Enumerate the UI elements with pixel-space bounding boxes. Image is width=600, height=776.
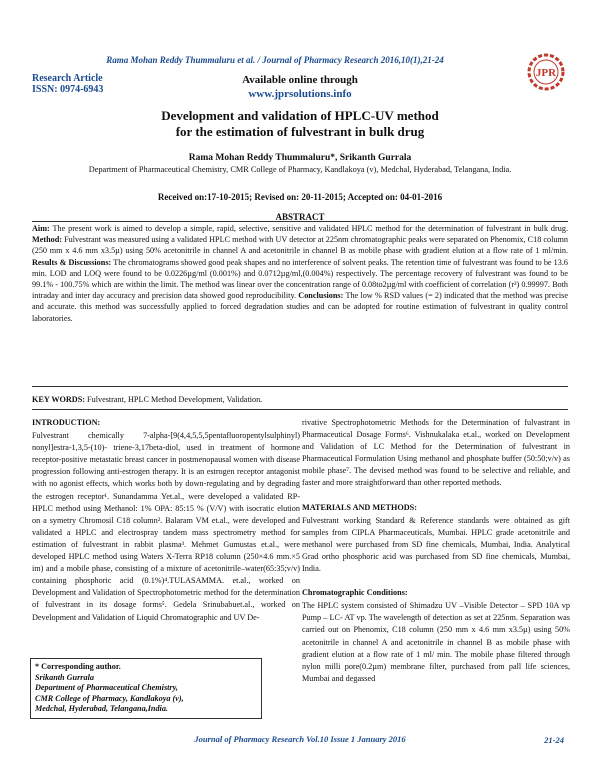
corresponding-author-box — [30, 658, 262, 719]
results-text: The chromatograms showed good peak shapes and no interference of solvent peaks. The retention time of fulvestrant was found to be 13.6 min. LOD and LOQ were found to be 0.0226µg/ml (0.001%) and 0.0712µg/ml,(0.004%) respectively. The percentage recovery of fulvestrant was found to be 99.1% - 100.75% which are within the limit. The method was linear over the concentration range of 0.08to2µg/ml with coefficient of correlation (r²) 0.99997. Both intraday and inter day accuracy and precision data showed good reproducibility. — [32, 257, 568, 301]
introduction-continued: rivative Spectrophotometric Methods for the Determination of fulvastrant in Pharmaceutical Dosage Forms⁶. Vishnukalaka et.al., worked on Development and Validation of LC Method for the Determination of fulvestrant in Pharmaceutical Formulation Using methanol and phosphate buffer (50:50;v/v) as mobile phase⁷. The devised method was found to be selective and reliable, and faster and more straightforward than other reported methods. — [302, 418, 570, 488]
keywords-label: KEY WORDS: — [32, 395, 85, 404]
conclusions-text: The low % RSD values (= 2) indicated that the method was precise and accurate. this method was successfully applied to forced degradation studies and can be adopted for routine estimation of fulvestrant in quality control laboratories. — [32, 291, 568, 323]
abstract-heading: ABSTRACT — [275, 212, 325, 222]
keywords — [32, 395, 568, 404]
abstract-body — [32, 223, 568, 324]
materials-text: Fulvestrant working Standard & Reference standards were obtained as gift samples from CIPLA Pharmaceuticals, Mumbai. HPLC grade acetonitrile and methanol were purchased from SD fine chemicals, Mumbai, India. Analytical Grad ortho phosphoric acid was purchased from SD fine chemicals, Mumbai, India. — [302, 515, 570, 574]
materials-heading: MATERIALS AND METHODS: — [302, 502, 417, 512]
aim-text: The present work is aimed to develop a simple, rapid, selective, sensitive and validated HPLC method for the determination of fulvestrant in bulk drug. — [49, 224, 568, 233]
chromatographic-heading: Chromatographic Conditions: — [302, 588, 408, 598]
svg-text:JPR: JPR — [535, 67, 557, 79]
results-label: Results & Discussions: — [32, 257, 112, 267]
keywords-rule — [32, 409, 568, 410]
method-label: Method: — [32, 235, 63, 245]
submission-dates: Received on:17-10-2015; Revised on: 20-11-2015; Accepted on: 04-01-2016 — [157, 192, 443, 202]
left-column — [32, 417, 300, 624]
corresponding-line-2: CMR College of Pharmacy, Kandlakoya (v), — [35, 693, 184, 703]
journal-url-link[interactable]: www.jprsolutions.info — [248, 88, 352, 100]
article-type: Research Article — [32, 73, 103, 84]
keywords-text: Fulvestrant, HPLC Method Development, Validation. — [85, 395, 263, 404]
abstract-bottom-rule — [32, 386, 568, 387]
method-text: Fulvestrant was measured using a validated HPLC method with UV detector at 225nm chromatographic peaks were separated on Phenomix, C18 column (250 mm x 4.6 mm x3.5µ) using 50% acetonitrile in channel A and acetonitrile in channel B as mobile phase with gradient elution at a flow rate of 1 ml/min. — [32, 235, 568, 256]
issn: ISSN: 0974-6943 — [32, 84, 104, 95]
title-line-1: Development and validation of HPLC-UV method — [161, 108, 439, 123]
paper-title — [60, 108, 540, 140]
right-column — [302, 417, 570, 685]
footer-page-numbers: 21-24 — [544, 735, 564, 745]
corresponding-line-3: Medchal, Hyderabad, Telangana,India. — [35, 704, 168, 714]
availability-block — [0, 73, 600, 101]
corresponding-name: Srikanth Gurrala — [35, 672, 94, 682]
chromatographic-text: The HPLC system consisted of Shimadzu UV –Visible Detector – SPD 10A vp Pump – LC- AT vp. The wavelength of detection as set at 225nm. Separation was carried out on Phenomix, C18 column (250 mm x 4.6 mm x3.5µ) using 50% acetonitrile in channel A and acetonitrile in channel B as mobile phase with gradient elution at a flow rate of 1 ml/ min. The mobile phase filtered through nylon milli pore(0.2µm) membrane filter, purchased from pall life sciences, Mumbai and degassed — [302, 601, 570, 683]
footer-journal: Journal of Pharmacy Research Vol.10 Issue 1 January 2016 — [194, 734, 406, 744]
title-line-2: for the estimation of fulvestrant in bulk drug — [175, 124, 425, 139]
corresponding-line-1: Department of Pharmaceutical Chemistry, — [35, 683, 178, 693]
aim-label: Aim: — [32, 224, 50, 233]
conclusions-label: Conclusions: — [298, 291, 344, 301]
corresponding-heading: * Corresponding author. — [35, 662, 121, 671]
running-header: Rama Mohan Reddy Thummaluru et al. / Journal of Pharmacy Research 2016,10(1),21-24 — [106, 55, 444, 65]
available-online-text: Available online through — [242, 74, 358, 86]
affiliation: Department of Pharmaceutical Chemistry, CMR College of Pharmacy, Kandlakoya (v), Medchal, Hyderabad, Telangana, India. — [88, 165, 512, 174]
introduction-text: Fulvestrant chemically 7-alpha-[9(4,4,5,5,5pentafluoropentylsulphinyl) nonyl]estra-1,3,5-(10)- triene-3,17beta-diol, used in treatment of hormone receptor-positive metastatic breast cancer in postmenopausal women with disease progression following anti-estrogen therapy. It is an estrogen receptor antagonist with no agonist effects, which works both by down-regulating and by degrading the estrogen receptor¹. Sunandamma Yet.al., were developed a validated RP-HPLC method using Methanol: 1% OPA: 85:15 % (V/V) with isocratic elution on a symetry Chromosil C18 column². Balaram VM et.al., were developed and validated a HPLC and electrospray tandem mass spectrometry method for estimation of fulvestrant in rabbit plasma³. Mehmet Gumustas et.al., were developed HPLC method using Waters X-Terra RP18 column (250×4.6 mm.×5 im) and a mobile phase, consisting of a mixture of acetonitrile–water(65:35;v/v) containing phosphoric acid (0.1%)⁴.TULASAMMA. et.al., worked on Development and Validation of Spectrophotometric method for the determination of fulvestrant in its dosage forms⁵. Gedela Srinubabuet.al., worked on Development and Validation of Liquid Chromatographic and UV De- — [32, 431, 300, 622]
authors: Rama Mohan Reddy Thummaluru*, Srikanth Gurrala — [188, 153, 412, 163]
introduction-heading: INTRODUCTION: — [32, 418, 101, 427]
abstract-top-rule — [32, 221, 568, 222]
